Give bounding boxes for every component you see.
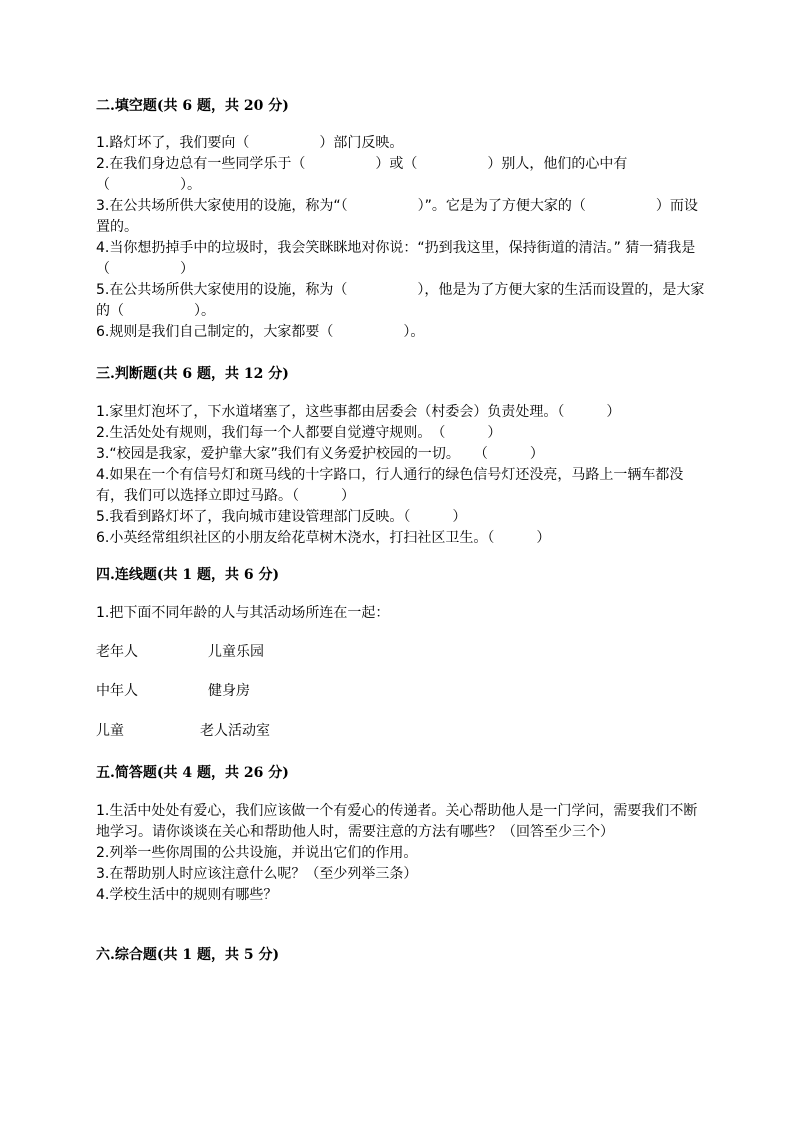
short-question-4: 4.学校生活中的规则有哪些？ — [96, 887, 278, 903]
section-judge — [96, 364, 706, 549]
section-matching — [96, 565, 706, 741]
judge-question-1: 1.家里灯泡坏了，下水道堵塞了，这些事都由居委会（村委会）负责处理。（ ） — [96, 404, 621, 420]
matching-right-item: 健身房 — [208, 683, 250, 699]
judge-question-5: 5.我看到路灯坏了，我向城市建设管理部门反映。（ ） — [96, 509, 467, 525]
section-title-judge: 三.判断题(共 6 题，共 12 分) — [96, 366, 289, 382]
matching-row — [96, 681, 706, 701]
judge-question-6: 6.小英经常组织社区的小朋友给花草树木浇水，打扫社区卫生。（ ） — [96, 530, 551, 546]
section-title-comprehensive: 六.综合题(共 1 题，共 5 分) — [96, 947, 280, 963]
judge-question-3: 3.“校园是我家，爱护靠大家”我们有义务爱护校园的一切。 （ ） — [96, 446, 544, 462]
matching-left-item: 中年人 — [96, 683, 138, 699]
fill-question-5: 5.在公共场所供大家使用的设施，称为（ ），他是为了方便大家的生活而设置的，是大家的（ ）。 — [96, 282, 705, 319]
judge-question-2: 2.生活处处有规则，我们每一个人都要自觉遵守规则。 （ ） — [96, 425, 502, 441]
short-question-3: 3.在帮助别人时应该注意什么呢？（至少列举三条） — [96, 866, 418, 882]
fill-question-1: 1.路灯坏了，我们要向（ ）部门反映。 — [96, 135, 404, 151]
section-comprehensive — [96, 945, 706, 965]
matching-row — [96, 642, 706, 662]
matching-right-item: 老人活动室 — [200, 723, 270, 739]
section-title-matching: 四.连线题(共 1 题，共 6 分) — [96, 567, 280, 583]
matching-prompt: 1.把下面不同年龄的人与其活动场所连在一起： — [96, 605, 390, 621]
section-short-answer — [96, 763, 706, 906]
short-question-2: 2.列举一些你周围的公共设施，并说出它们的作用。 — [96, 845, 418, 861]
fill-question-2: 2.在我们身边总有一些同学乐于（ ）或（ ）别人，他们的心中有（ ）。 — [96, 156, 628, 193]
matching-row — [96, 721, 706, 741]
fill-question-6: 6.规则是我们自己制定的，大家都要（ ）。 — [96, 324, 425, 340]
matching-left-item: 老年人 — [96, 644, 138, 660]
section-title-fill-in: 二.填空题(共 6 题，共 20 分) — [96, 98, 289, 114]
short-question-1: 1.生活中处处有爱心，我们应该做一个有爱心的传递者。关心帮助他人是一门学问，需要我们不断地学习。请你谈谈在关心和帮助他人时，需要注意的方法有哪些？（回答至少三个） — [96, 803, 698, 840]
matching-right-item: 儿童乐园 — [208, 644, 264, 660]
section-title-short-answer: 五.简答题(共 4 题，共 26 分) — [96, 765, 289, 781]
fill-question-4: 4.当你想扔掉手中的垃圾时，我会笑眯眯地对你说：“扔到我这里，保持街道的清洁。” 猜一猜我是（ ） — [96, 240, 696, 277]
matching-left-item: 儿童 — [96, 723, 124, 739]
judge-question-4: 4.如果在一个有信号灯和斑马线的十字路口，行人通行的绿色信号灯还没亮，马路上一辆车都没有，我们可以选择立即过马路。（ ） — [96, 467, 684, 504]
fill-question-3: 3.在公共场所供大家使用的设施，称为“（ ）”。它是为了方便大家的（ ）而设置的。 — [96, 198, 698, 235]
section-fill-in — [96, 96, 706, 343]
